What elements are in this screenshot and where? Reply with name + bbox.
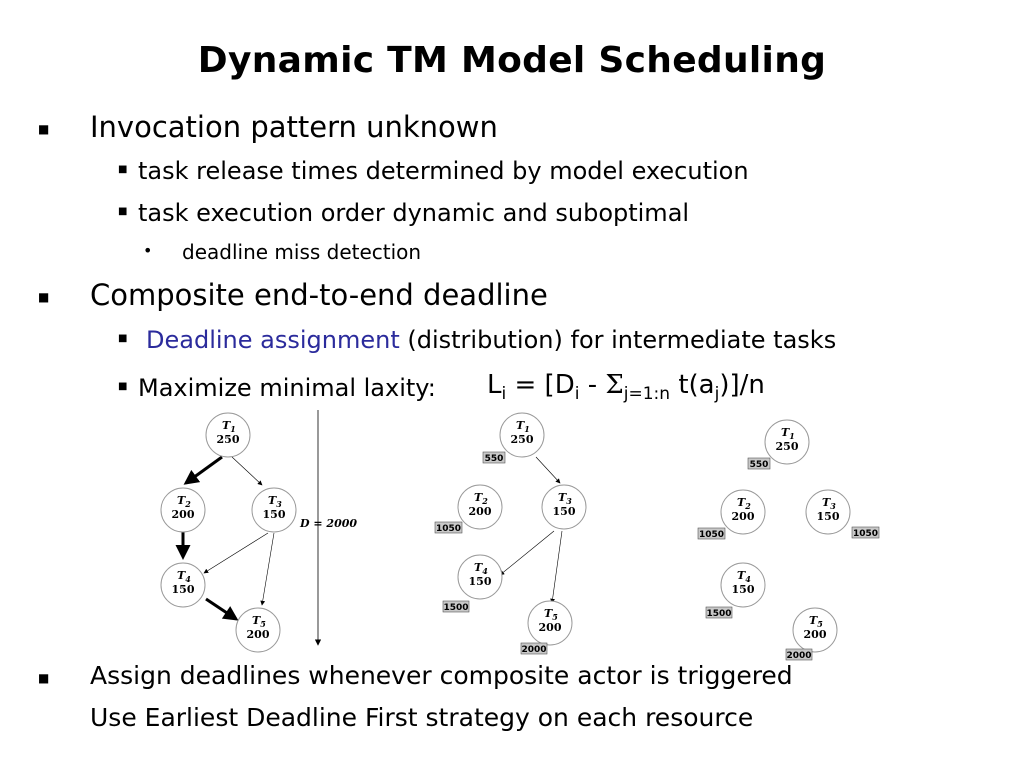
task-node-t1 xyxy=(765,420,809,464)
svg-text:T1: $T_1$ xyxy=(781,426,795,441)
bullet-release-times: task release times determined by model execution xyxy=(138,157,749,185)
svg-text:200: 200 xyxy=(246,628,270,641)
bullet-assign-deadlines: Assign deadlines whenever composite actor is triggered xyxy=(90,661,793,690)
task-node-t3 xyxy=(252,488,296,532)
bullet-marker: ■ xyxy=(38,122,50,136)
svg-text:200: 200 xyxy=(538,621,562,634)
svg-text:200: 200 xyxy=(171,508,195,521)
svg-text:150: 150 xyxy=(552,505,576,518)
deadline-badge-t2: 1050 xyxy=(698,530,725,540)
edge-t4-t5-critical xyxy=(206,599,236,619)
svg-text:150: 150 xyxy=(731,583,755,596)
svg-text:T1: $T_1$ xyxy=(516,419,530,434)
deadline-badge-t1: 550 xyxy=(749,460,769,470)
svg-text:150: 150 xyxy=(468,575,492,588)
task-node-t1 xyxy=(206,413,250,457)
deadline-label: D = 2000 xyxy=(300,517,358,530)
edge-t3-t5 xyxy=(262,533,274,605)
svg-text:150: 150 xyxy=(171,583,195,596)
edge-t3-t4 xyxy=(204,533,268,573)
svg-text:T3: $T_3$ xyxy=(558,491,572,506)
bullet-marker: ■ xyxy=(38,290,50,304)
task-graph-deadlines-b xyxy=(695,405,895,669)
bullet-maximize-laxity: Maximize minimal laxity: xyxy=(138,374,436,402)
svg-text:T5: $T_5$ xyxy=(252,614,266,629)
edge-t1-t3 xyxy=(232,457,262,485)
svg-text:250: 250 xyxy=(216,433,240,446)
task-node-t3 xyxy=(806,490,850,534)
task-graph-original xyxy=(150,405,370,659)
bullet-marker: ■ xyxy=(38,671,50,685)
edge-t1-t2-critical xyxy=(186,457,222,483)
svg-text:T2: $T_2$ xyxy=(177,494,191,509)
svg-text:250: 250 xyxy=(510,433,534,446)
edge-t3-t5 xyxy=(552,531,562,603)
deadline-badge-t3: 1050 xyxy=(852,529,879,539)
task-node-t2 xyxy=(161,488,205,532)
task-node-t4 xyxy=(161,563,205,607)
svg-text:T2: $T_2$ xyxy=(737,496,751,511)
deadline-badge-t5: 2000 xyxy=(521,645,547,655)
deadline-assignment-rest: (distribution) for intermediate tasks xyxy=(399,326,837,354)
task-node-t1 xyxy=(500,413,544,457)
deadline-badge-t5: 2000 xyxy=(786,651,812,661)
task-node-t4 xyxy=(458,555,502,599)
bullet-invocation-pattern: Invocation pattern unknown xyxy=(90,110,498,144)
svg-text:T4: $T_4$ xyxy=(737,569,751,584)
deadline-assignment-term: Deadline assignment xyxy=(146,326,400,354)
bullet-marker: ■ xyxy=(118,206,128,217)
svg-text:T2: $T_2$ xyxy=(474,491,488,506)
svg-text:T1: $T_1$ xyxy=(222,419,236,434)
svg-text:250: 250 xyxy=(775,440,799,453)
task-node-t4 xyxy=(721,563,765,607)
svg-text:200: 200 xyxy=(803,628,827,641)
bullet-edf-strategy: Use Earliest Deadline First strategy on each resource xyxy=(90,703,754,732)
bullet-dot: • xyxy=(143,241,153,260)
slide-title: Dynamic TM Model Scheduling xyxy=(197,40,827,81)
svg-text:150: 150 xyxy=(262,508,286,521)
bullet-composite-deadline: Composite end-to-end deadline xyxy=(90,278,548,312)
deadline-badge-t4: 1500 xyxy=(706,609,732,619)
bullet-marker: ■ xyxy=(118,333,128,344)
edge-t3-t4 xyxy=(500,531,554,575)
task-node-t2 xyxy=(458,485,502,529)
laxity-formula: $L_i = [D_i - \Sigma_{j=1:n}$ $t(a_j)]/n$ xyxy=(487,370,765,405)
task-node-t5 xyxy=(528,601,572,645)
deadline-badge-t1: 550 xyxy=(484,454,504,464)
svg-text:T5: $T_5$ xyxy=(809,614,823,629)
svg-text:T3: $T_3$ xyxy=(268,494,282,509)
bullet-execution-order: task execution order dynamic and suboptimal xyxy=(138,199,690,227)
svg-text:T3: $T_3$ xyxy=(822,496,836,511)
bullet-deadline-miss: deadline miss detection xyxy=(182,240,422,264)
task-node-t5 xyxy=(236,608,280,652)
task-graph-deadlines-a xyxy=(430,405,610,659)
svg-text:T4: $T_4$ xyxy=(177,569,191,584)
deadline-badge-t4: 1500 xyxy=(443,603,469,613)
bullet-marker: ■ xyxy=(118,164,128,175)
bullet-deadline-assignment xyxy=(146,326,836,354)
task-node-t5 xyxy=(793,608,837,652)
bullet-marker: ■ xyxy=(118,381,128,392)
svg-text:T4: $T_4$ xyxy=(474,561,488,576)
svg-text:150: 150 xyxy=(816,510,840,523)
svg-text:200: 200 xyxy=(731,510,755,523)
svg-text:T5: $T_5$ xyxy=(544,607,558,622)
task-node-t3 xyxy=(542,485,586,529)
deadline-badge-t2: 1050 xyxy=(435,524,462,534)
edge-t1-t3 xyxy=(536,457,560,483)
task-node-t2 xyxy=(721,490,765,534)
svg-text:200: 200 xyxy=(468,505,492,518)
